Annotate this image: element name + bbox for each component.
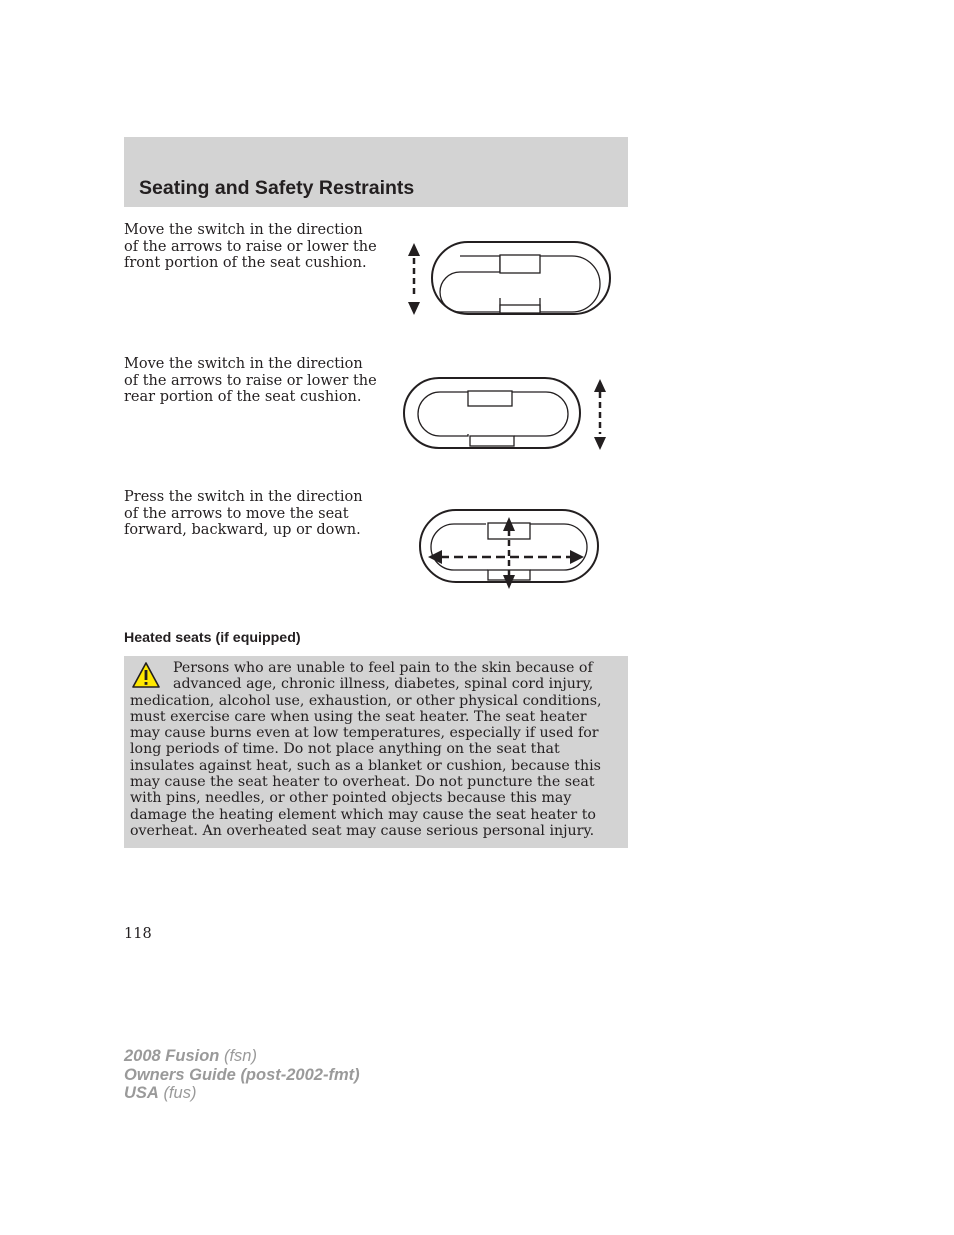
warning-text: Persons who are unable to feel pain to the skin because of advanced age, chronic illness, diabetes, spinal cord injury, medication, alcohol use, exhaustion, or other physical conditions, must exercise care when using the seat heater. The seat heater may cause burns even at low temperatures, especially if used for long periods of time. Do not place anything on the seat that insulates against heat, such as a blanket or cushion, because this may cause the seat heater to overheat. Do not puncture the seat with pins, needles, or other pointed objects because this may damage the heating element which may cause the seat heater to overheat. An overheated seat may cause serious personal injury. [130,660,602,839]
footer-model-code: (fsn) [223,1047,257,1065]
heated-seats-heading: Heated seats (if equipped) [124,630,301,646]
footer-market-line [124,1084,360,1103]
seat-switch-rear-tilt-icon [396,372,616,460]
warning-box [124,656,628,848]
instruction-four-way: Press the switch in the direction of the arrows to move the seat forward, backward, up or down. [124,489,363,538]
footer-market-code: (fus) [163,1084,197,1102]
footer [124,1047,360,1103]
footer-guide-line [124,1066,360,1085]
section-title: Seating and Safety Restraints [139,177,415,199]
instruction-front-tilt: Move the switch in the direction of the arrows to raise or lower the front portion of the seat cushion. [124,222,377,271]
footer-market: USA [124,1084,159,1102]
page-number: 118 [124,926,152,942]
instruction-rear-tilt: Move the switch in the direction of the arrows to raise or lower the rear portion of the seat cushion. [124,356,377,405]
footer-model-line [124,1047,360,1066]
footer-model: 2008 Fusion [124,1047,220,1065]
seat-switch-front-tilt-icon [400,236,612,324]
section-header-band [124,137,628,207]
seat-switch-four-way-icon [414,504,604,598]
footer-guide: Owners Guide (post-2002-fmt) [124,1065,360,1084]
